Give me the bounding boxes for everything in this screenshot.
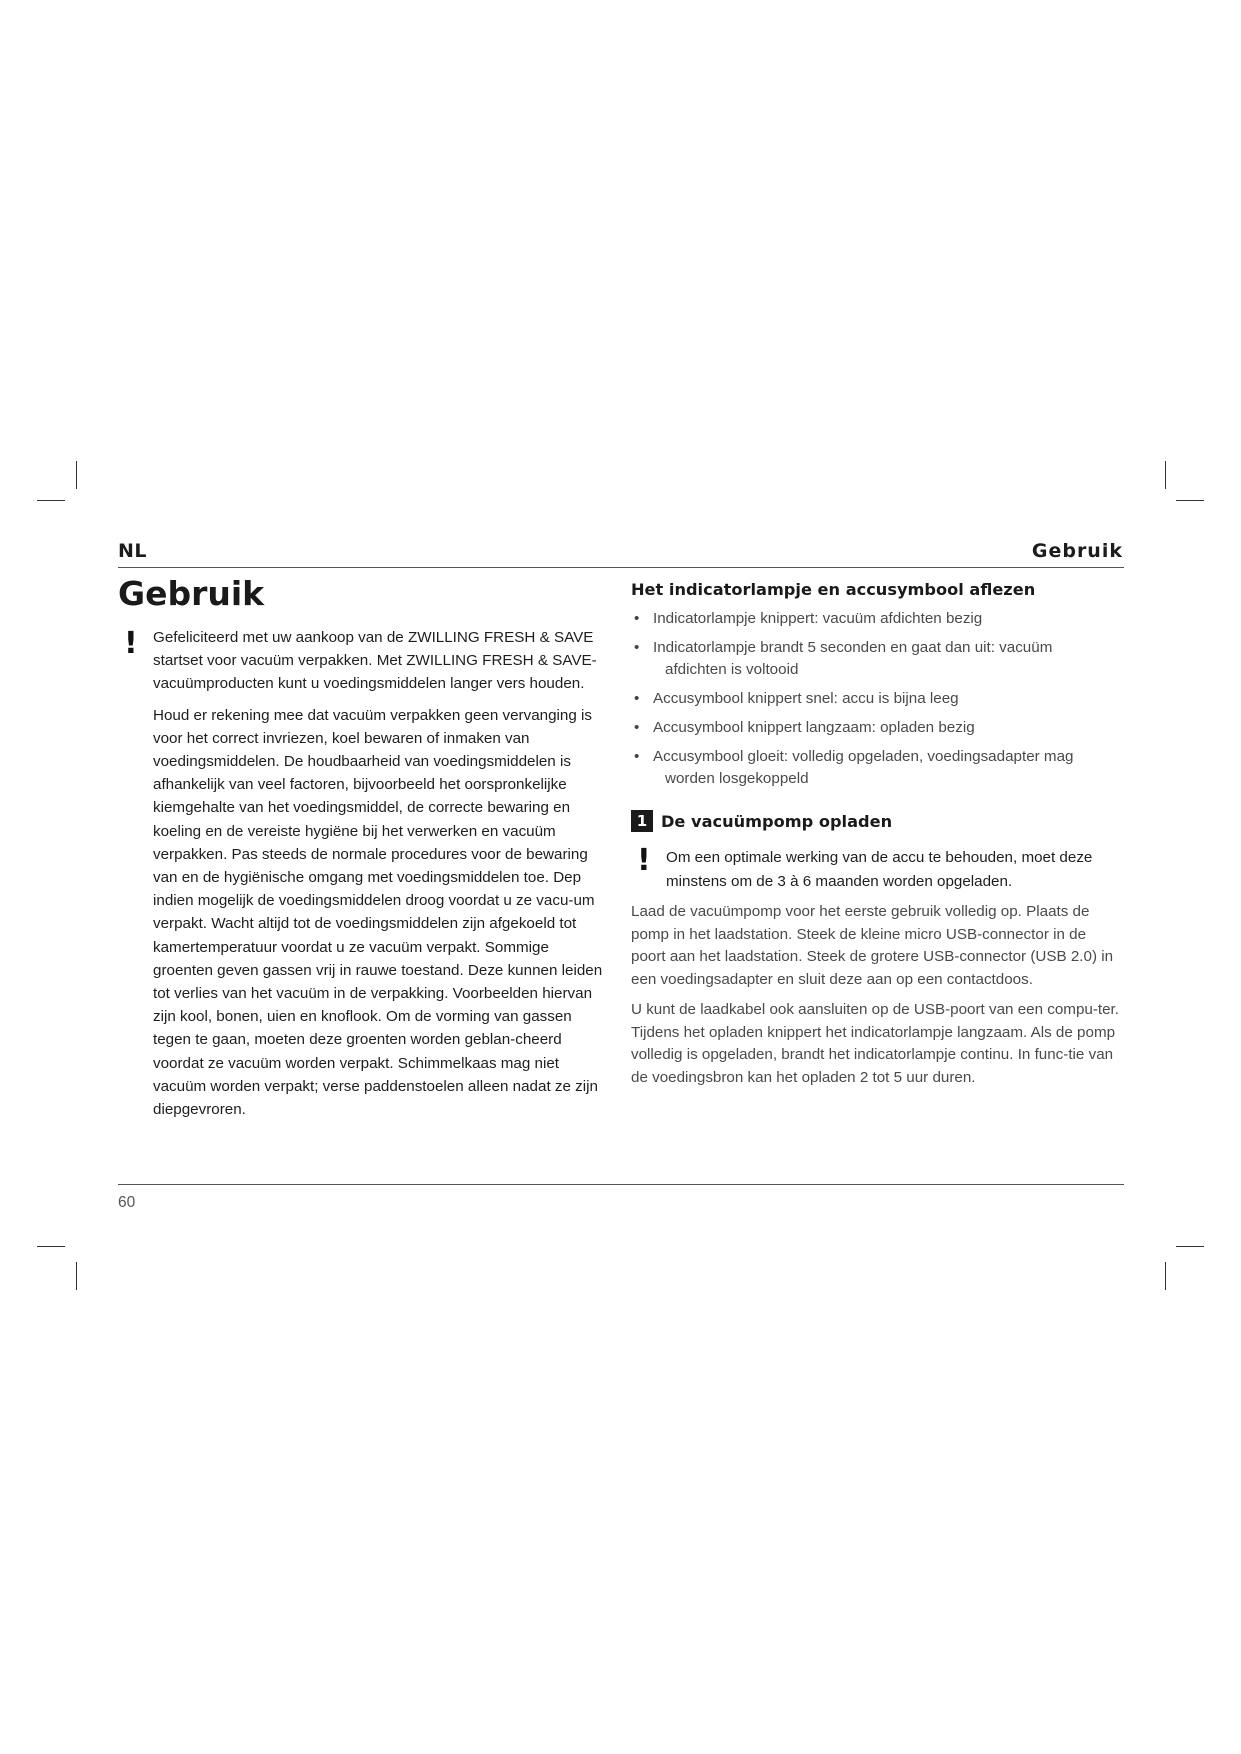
crop-mark-bottom-right-horizontal: [1176, 1246, 1204, 1247]
crop-mark-bottom-left-vertical: [76, 1262, 77, 1290]
crop-mark-bottom-right-vertical: [1165, 1262, 1166, 1290]
footer-rule: [118, 1184, 1124, 1185]
list-item: • Accusymbool knippert langzaam: opladen bezig: [631, 717, 1124, 739]
list-item: • Accusymbool gloeit: volledig opgeladen, voedingsadapter mag worden losgekoppeld: [631, 746, 1124, 790]
indicator-heading: Het indicatorlampje en accusymbool aflezen: [631, 580, 1036, 599]
crop-mark-top-right-horizontal: [1176, 500, 1204, 501]
charging-paragraph: Laad de vacuümpomp voor het eerste gebruik volledig op. Plaats de pomp in het laadstation. Steek de kleine micro USB-connector in de poort aan het laadstation. Steek de grotere USB-connector (USB 2.0) in een voedingsadapter en sluit deze aan op een contactdoos.: [631, 903, 1114, 988]
intro-paragraph: Gefeliciteerd met uw aankoop van de ZWILLING FRESH & SAVE startset voor vacuüm verpakken. Met ZWILLING FRESH & SAVE-vacuümproducten kunt u voedingsmiddelen langer vers houden.: [153, 629, 597, 693]
step-title: De vacuümpomp opladen: [661, 811, 893, 831]
list-item: • Indicatorlampje brandt 5 seconden en gaat dan uit: vacuüm afdichten is voltooid: [631, 637, 1124, 681]
page-title: Gebruik: [118, 574, 265, 613]
header-language: NL: [118, 540, 148, 562]
charging-warning-text: Om een optimale werking van de accu te behouden, moet deze minstens om de 3 à 6 maanden worden opgeladen.: [666, 849, 1093, 890]
step-heading: [631, 810, 1124, 832]
list-item: • Indicatorlampje knippert: vacuüm afdichten bezig: [631, 608, 1124, 630]
charging-usb-paragraph: U kunt de laadkabel ook aansluiten op de USB-poort van een compu-ter. Tijdens het opladen knippert het indicatorlampje langzaam. Als de pomp volledig is opgeladen, brandt het indicatorlampje continu. In func-tie van de voedingsbron kan het opladen 2 tot 5 uur duren.: [631, 1001, 1119, 1086]
crop-mark-bottom-left-horizontal: [37, 1246, 65, 1247]
crop-mark-top-left-horizontal: [37, 500, 65, 501]
page-number: 60: [118, 1194, 136, 1211]
warning-icon: !: [637, 843, 651, 878]
step-number-badge: 1: [631, 810, 653, 832]
charging-warning: [631, 843, 1124, 893]
list-item: • Accusymbool knippert snel: accu is bijna leeg: [631, 688, 1124, 710]
indicator-list: [631, 608, 1124, 790]
left-column: [118, 626, 606, 1129]
header-section-title: Gebruik: [1031, 540, 1123, 562]
warning-icon: !: [124, 626, 138, 661]
hygiene-paragraph: Houd er rekening mee dat vacuüm verpakken geen vervanging is voor het correct invriezen, koel bewaren of inmaken van voedingsmiddelen. De houdbaarheid van voedingsmiddelen is afhankelijk van veel factoren, bijvoorbeeld het oorspronkelijke kiemgehalte van het voedingsmiddel, de correcte bewaring en koeling en de vereiste hygiëne bij het verwerken en vacuüm verpakken. Pas steeds de normale procedures voor de bewaring van en de hygiënische omgang met voedingsmiddelen toe. Dep indien mogelijk de voedingsmiddelen droog voordat u ze vacu-um verpakt. Wacht altijd tot de voedingsmiddelen zijn afgekoeld tot kamertemperatuur voordat u ze vacuüm verpakt. Sommige groenten geven gassen vrij in rauwe toestand. Deze kunnen leiden tot verlies van het vacuüm in de verpakking. Voorbeelden hiervan zijn kool, bonen, uien en knoflook. Om de vorming van gassen tegen te gaan, moeten deze groenten worden geblan-cheerd voordat ze vacuüm worden verpakt. Schimmelkaas mag niet vacuüm worden verpakt; verse paddenstoelen alleen nadat ze zijn diepgevroren.: [153, 706, 603, 1119]
right-column: [631, 578, 1124, 1097]
intro-warning: [118, 626, 606, 1121]
crop-mark-top-left-vertical: [76, 461, 77, 489]
header-rule: [118, 567, 1124, 568]
crop-mark-top-right-vertical: [1165, 461, 1166, 489]
